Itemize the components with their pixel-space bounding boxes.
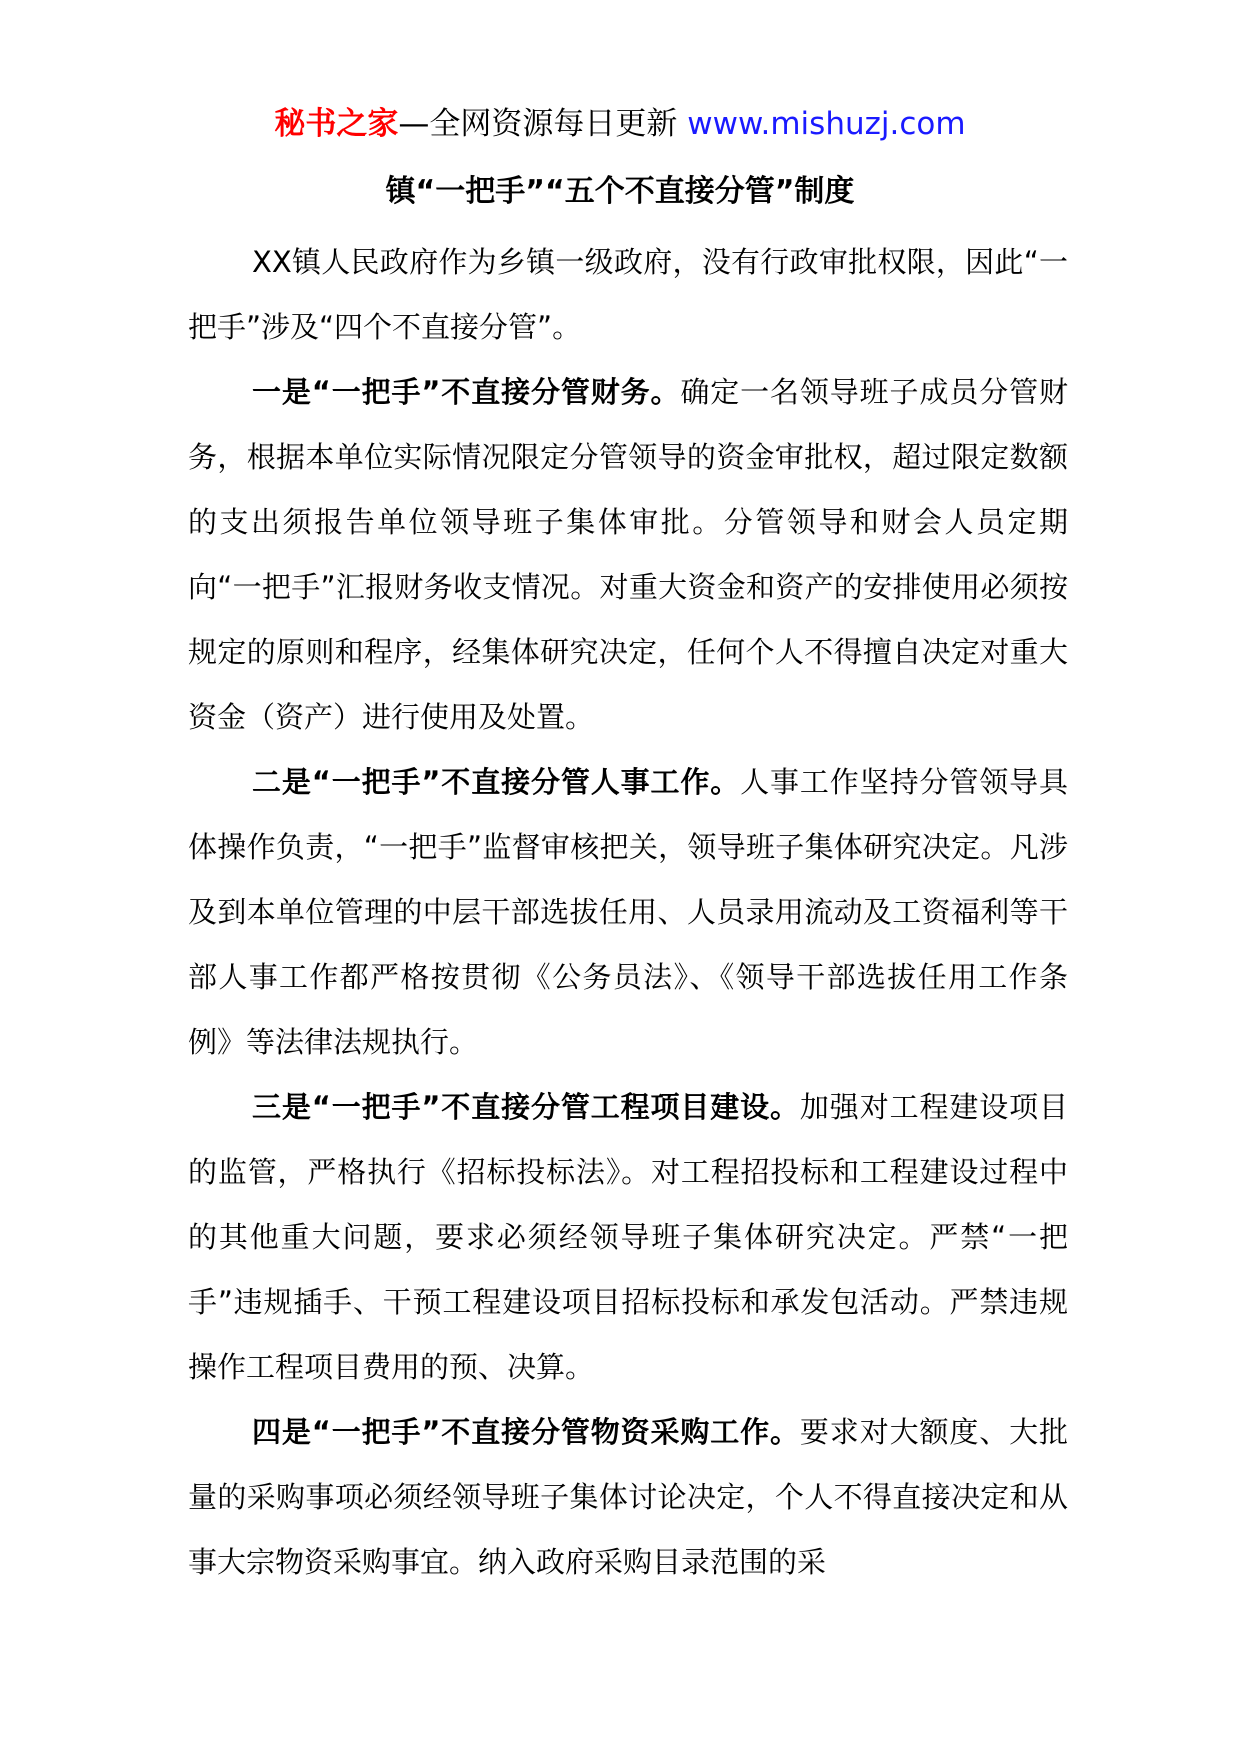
section-heading-3: 三是“一把手”不直接分管工程项目建设。: [252, 1090, 800, 1124]
section-paragraph-2: [188, 750, 1068, 1075]
section-heading-4: 四是“一把手”不直接分管物资采购工作。: [252, 1415, 800, 1449]
section-text-3: 加强对工程建设项目的监管，严格执行《招标投标法》。对工程招投标和工程建设过程中的其他重大问题，要求必须经领导班子集体研究决定。严禁“一把手”违规插手、干预工程建设项目招标投标和承发包活动。严禁违规操作工程项目费用的预、决算。: [188, 1090, 1068, 1384]
section-paragraph-1: [188, 360, 1068, 750]
section-heading-1: 一是“一把手”不直接分管财务。: [252, 375, 681, 409]
section-paragraph-3: [188, 1075, 1068, 1400]
site-url-link[interactable]: www.mishuzj.com: [687, 106, 966, 142]
site-header: [0, 98, 1240, 150]
section-text-4: 要求对大额度、大批量的采购事项必须经领导班子集体讨论决定，个人不得直接决定和从事大宗物资采购事宜。纳入政府采购目录范围的采: [188, 1415, 1068, 1579]
section-text-1: 确定一名领导班子成员分管财务，根据本单位实际情况限定分管领导的资金审批权，超过限定数额的支出须报告单位领导班子集体审批。分管领导和财会人员定期向“一把手”汇报财务收支情况。对重大资金和资产的安排使用必须按规定的原则和程序，经集体研究决定，任何个人不得擅自决定对重大资金（资产）进行使用及处置。: [188, 375, 1068, 734]
brand-name: 秘书之家: [274, 106, 399, 142]
section-heading-2: 二是“一把手”不直接分管人事工作。: [252, 765, 741, 799]
header-tagline: —全网资源每日更新: [398, 106, 688, 142]
section-text-2: 人事工作坚持分管领导具体操作负责，“一把手”监督审核把关，领导班子集体研究决定。凡涉及到本单位管理的中层干部选拔任用、人员录用流动及工资福利等干部人事工作都严格按贯彻《公务员法》、《领导干部选拔任用工作条例》等法律法规执行。: [188, 765, 1068, 1059]
document-body: [188, 230, 1068, 1595]
document-title: 镇“一把手”“五个不直接分管”制度: [385, 174, 855, 209]
intro-paragraph: XX镇人民政府作为乡镇一级政府，没有行政审批权限，因此“一把手”涉及“四个不直接分管”。: [188, 245, 1068, 344]
section-paragraph-4: [188, 1400, 1068, 1595]
